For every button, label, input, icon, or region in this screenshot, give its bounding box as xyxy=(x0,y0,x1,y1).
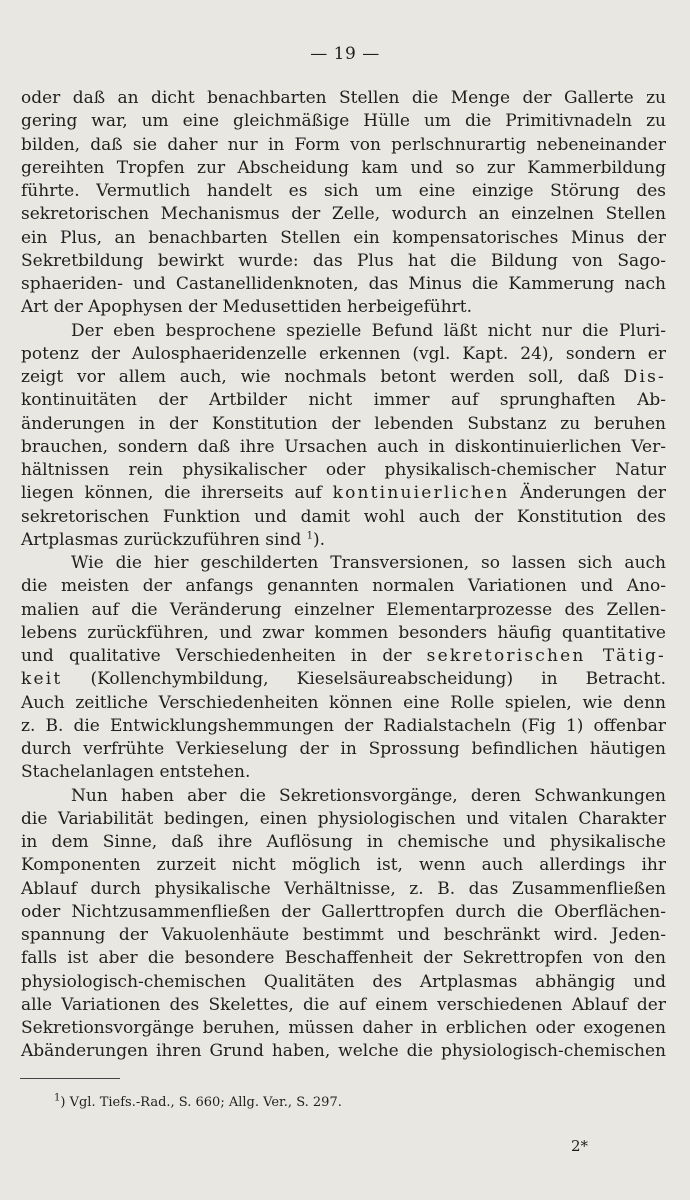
text-fragment: Änderungen der xyxy=(520,483,667,504)
spaced-word: keit xyxy=(21,669,63,690)
text-line: kontinuitäten der Artbilder nicht immer auf sprunghaften Ab- xyxy=(21,390,666,411)
text-line: gereihten Tropfen zur Abscheidung kam und so zur Kammerbildung xyxy=(21,157,666,178)
text-fragment: Artplasmas zurückzuführen sind xyxy=(21,529,302,550)
footnote-marker: 1 xyxy=(54,1092,61,1104)
spaced-word: kontinuierlichen xyxy=(332,483,510,504)
text-line: spannung der Vakuolenhäute bestimmt und beschränkt wird. Jeden- xyxy=(21,925,666,945)
text-line: änderungen in der Konstitution der lebenden Substanz zu beruhen xyxy=(21,413,666,434)
body-text xyxy=(21,87,666,1064)
text-line: potenz der Aulosphaeridenzelle erkennen (vgl. Kapt. 24), sondern er xyxy=(21,343,666,364)
footnote-divider xyxy=(20,1078,120,1079)
text-line: Sekretionsvorgänge beruhen, müssen daher in erblichen oder exogenen xyxy=(21,1018,666,1038)
text-line: oder daß an dicht benachbarten Stellen die Menge der Gallerte zu xyxy=(21,88,666,108)
text-fragment: und qualitative Verschiedenheiten in der xyxy=(21,646,412,666)
text-line: Wie die hier geschilderten Transversionen, so lassen sich auch xyxy=(71,553,666,573)
text-line: physiologisch-chemischen Qualitäten des Artplasmas abhängig und xyxy=(21,971,666,992)
text-line: Ablauf durch physikalische Verhältnisse, z. B. das Zusammenfließen xyxy=(21,878,666,899)
text-line xyxy=(21,366,666,389)
text-line: ein Plus, an benachbarten Stellen ein kompensatorisches Minus der xyxy=(21,227,666,248)
footnote-ref: 1 xyxy=(306,530,314,542)
text-line xyxy=(21,645,666,668)
text-fragment: (Kollenchymbildung, Kieselsäureabscheidung) in Betracht. xyxy=(90,669,666,690)
text-line xyxy=(21,482,666,505)
page-number: — 19 — xyxy=(310,44,380,64)
text-line: Art der Apophysen der Medusettiden herbeigeführt. xyxy=(21,297,473,318)
text-fragment: liegen können, die ihrerseits auf xyxy=(21,483,322,504)
text-line: lebens zurückführen, und zwar kommen besonders häufig quantitative xyxy=(21,622,666,643)
text-line: führte. Vermutlich handelt es sich um eine einzige Störung des xyxy=(21,181,666,201)
text-line: sekretorischen Funktion und damit wohl auch der Konstitution des xyxy=(21,506,666,527)
text-line: in dem Sinne, daß ihre Auflösung in chemische und physikalische xyxy=(21,832,666,852)
text-fragment: ). xyxy=(313,529,326,550)
text-line: Nun haben aber die Sekretionsvorgänge, deren Schwankungen xyxy=(71,785,666,806)
text-line: Komponenten zurzeit nicht möglich ist, wenn auch allerdings ihr xyxy=(21,855,666,876)
text-line xyxy=(21,668,666,691)
spaced-word: sekretorischen Tätig- xyxy=(426,646,667,666)
spaced-word: Dis- xyxy=(623,367,666,387)
text-line: malien auf die Veränderung einzelner Elementarprozesse des Zellen- xyxy=(21,599,666,620)
text-line xyxy=(21,529,666,552)
text-line: alle Variationen des Skelettes, die auf einem verschiedenen Ablauf der xyxy=(21,994,666,1015)
text-line: die Variabilität bedingen, einen physiologischen und vitalen Charakter xyxy=(21,808,666,829)
footnote xyxy=(54,1092,342,1110)
text-line: sphaeriden- und Castanellidenknoten, das Minus die Kammerung nach xyxy=(21,274,666,294)
text-fragment: zeigt vor allem auch, wie nochmals betont werden soll, daß xyxy=(21,367,610,387)
text-line: brauchen, sondern daß ihre Ursachen auch in diskontinuierlichen Ver- xyxy=(21,436,666,457)
text-line: Abänderungen ihren Grund haben, welche die physiologisch-chemischen xyxy=(21,1041,666,1062)
text-line: gering war, um eine gleichmäßige Hülle um die Primitivnadeln zu xyxy=(21,111,666,132)
signature-mark: 2* xyxy=(571,1137,589,1155)
text-line: Sekretbildung bewirkt wurde: das Plus hat die Bildung von Sago- xyxy=(21,250,666,271)
text-line: Stachelanlagen entstehen. xyxy=(21,762,251,783)
text-line: bilden, daß sie daher nur in Form von perlschnurartig nebeneinander xyxy=(21,134,666,155)
footnote-text: ) Vgl. Tiefs.-Rad., S. 660; Allg. Ver., S. 297. xyxy=(60,1095,342,1110)
text-line: z. B. die Entwicklungshemmungen der Radialstacheln (Fig 1) offenbar xyxy=(21,715,666,736)
text-line: sekretorischen Mechanismus der Zelle, wodurch an einzelnen Stellen xyxy=(21,204,666,225)
text-line: durch verfrühte Verkieselung der in Sprossung befindlichen häutigen xyxy=(21,739,666,759)
text-line: Der eben besprochene spezielle Befund läßt nicht nur die Pluri- xyxy=(71,320,666,341)
text-line: hältnissen rein physikalischer oder physikalisch-chemischer Natur xyxy=(21,460,666,480)
text-line: oder Nichtzusammenfließen der Gallerttropfen durch die Oberflächen- xyxy=(21,901,666,922)
text-line: falls ist aber die besondere Beschaffenheit der Sekrettropfen von den xyxy=(21,948,666,969)
text-line: Auch zeitliche Verschiedenheiten können eine Rolle spielen, wie denn xyxy=(21,692,666,713)
text-line: die meisten der anfangs genannten normalen Variationen und Ano- xyxy=(21,576,666,597)
